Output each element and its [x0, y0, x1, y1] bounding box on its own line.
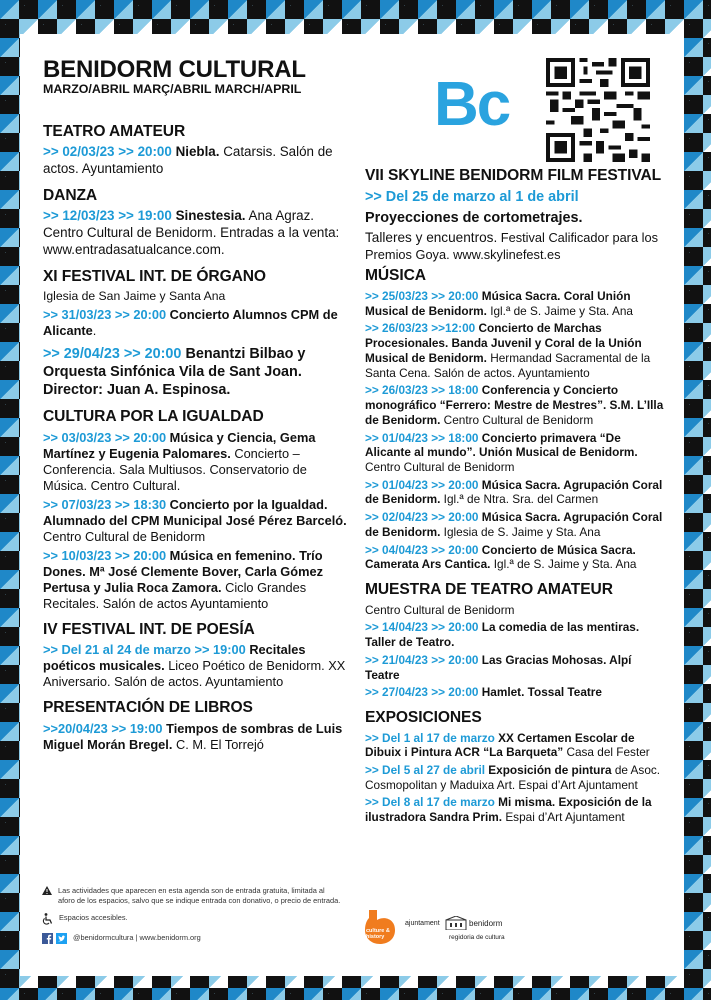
event-date: >> 31/03/23 >> 20:00 [43, 307, 167, 323]
event-title: Música Sacra. Agrupación Coral de Benidorm. [365, 510, 663, 539]
event-item [43, 144, 349, 178]
event-desc: Liceo Poético de Benidorm. XX Aniversario. Salón de actos. Ayuntamiento [43, 658, 346, 690]
event-date: >> 27/04/23 >> 20:00 [365, 685, 479, 700]
event-title: Conferencia y Concierto monográfico “Ferrero: Mestre de Mestres”. S.M. L’Illa de Benidorm. [365, 383, 664, 427]
event-item [365, 620, 665, 649]
event-date: >> 07/03/23 >> 18:30 [43, 496, 167, 512]
event-desc: Festival Calificador para los Premios Goya. www.skylinefest.es [365, 230, 658, 263]
footer-social-text[interactable]: @benidormcultura | www.benidorm.org [73, 933, 201, 943]
event-desc: Iglesia de S. Jaime y Sta. Ana [443, 524, 601, 539]
page-title: BENIDORM CULTURAL [43, 56, 306, 83]
facebook-icon[interactable] [42, 933, 53, 944]
event-title: Exposición de pintura [488, 763, 612, 777]
event-title: Concierto primavera “De Alicante al mundo”. Unión Musical de Benidorm. [365, 430, 638, 460]
event-date: >> Del 1 al 17 de marzo [365, 730, 495, 745]
event-title: Concierto Alumnos CPM de Alicante [43, 307, 338, 339]
event-title: Música en femenino. Trío Dones. Mª José Clemente Bover, Carla Gómez Pertusa y Julia Roca Zamora. [43, 547, 323, 595]
event-item [365, 731, 665, 760]
event-item [365, 510, 665, 539]
event-desc: Casa del Fester [566, 745, 650, 760]
footer-social [42, 933, 342, 944]
event-title: Música y Ciencia, Gema Martínez y Eugenia Palomares. [43, 429, 316, 461]
section-heading: PRESENTACIÓN DE LIBROS [43, 699, 253, 717]
event-desc: Igl.ª de S. Jaime y Sta. Ana [490, 303, 633, 318]
event-item [43, 307, 349, 339]
event-title: Sinestesia. [175, 208, 246, 224]
event-desc: C. M. El Torrejó [175, 736, 264, 752]
event-date: >> 25/03/23 >> 20:00 [365, 288, 479, 303]
event-date: >> Del 21 al 24 de marzo >> 19:00 [43, 642, 246, 658]
event-title: Recitales poéticos musicales. [43, 642, 306, 674]
event-item [43, 721, 349, 753]
event-date: >> 26/03/23 >> 18:00 [365, 383, 479, 398]
event-desc: Catarsis. Salón de actos. Ayuntamiento [43, 144, 333, 177]
benidorm-text: benidorm [469, 919, 503, 928]
event-title: La comedia de las mentiras. Taller de Teatro. [365, 620, 640, 650]
event-item [365, 478, 665, 507]
event-item [365, 685, 665, 700]
event-title: Música Sacra. Agrupación Coral de Benidorm. [365, 477, 663, 507]
event-desc: Hermandad Sacramental de la Santa Cena. Salón de actos. Ayuntamiento [365, 350, 651, 380]
event-item [365, 230, 665, 263]
event-desc: . [92, 323, 97, 339]
event-date: >> 04/04/23 >> 20:00 [365, 542, 479, 557]
event-date: >> 03/03/23 >> 20:00 [43, 429, 167, 445]
regidoria-text: regidoria de cultura [449, 934, 505, 941]
event-date: >> 21/04/23 >> 20:00 [365, 652, 479, 667]
event-item [365, 431, 665, 475]
section-heading: MÚSICA [365, 267, 426, 285]
section-heading: TEATRO AMATEUR [43, 123, 186, 140]
qr-code[interactable] [546, 58, 650, 162]
event-item [365, 763, 665, 792]
sponsor-logos [365, 910, 665, 950]
event-date: >> 02/03/23 >> 20:00 [43, 144, 172, 160]
twitter-icon[interactable] [56, 933, 67, 944]
building-icon [445, 916, 467, 930]
right-column [365, 166, 665, 828]
poster-panel [20, 34, 684, 976]
event-date: >> 12/03/23 >> 19:00 [43, 208, 172, 224]
section-heading: EXPOSICIONES [365, 709, 482, 727]
event-desc: Igl.ª de S. Jaime y Sta. Ana [493, 557, 637, 572]
event-date: >> Del 8 al 17 de marzo [365, 795, 495, 810]
ajuntament-text: ajuntament [405, 920, 440, 927]
event-desc: Espai d’Art Ajuntament [505, 810, 625, 825]
event-item [365, 795, 665, 824]
venue-line: Iglesia de San Jaime y Santa Ana [43, 289, 226, 304]
event-date: >>20/04/23 >> 19:00 [43, 720, 163, 736]
film-line2: Talleres y encuentros. [365, 230, 498, 246]
event-title: Benantzi Bilbao y Orquesta Sinfónica Vila de Sant Joan. Director: Juan A. Espinosa. [43, 346, 306, 399]
section-heading: MUESTRA DE TEATRO AMATEUR [365, 581, 613, 599]
event-item [43, 497, 349, 545]
event-date [365, 188, 665, 206]
event-item [43, 208, 349, 258]
event-date: >> 01/04/23 >> 18:00 [365, 430, 479, 445]
section-heading: VII SKYLINE BENIDORM FILM FESTIVAL [365, 167, 662, 184]
culture-history-logo [365, 910, 395, 944]
footer-note [42, 886, 342, 907]
wheelchair-icon [42, 913, 53, 925]
footer-note-text: Las actividades que aparecen en esta agenda son de entrada gratuita, limitada al aforo de los espacios, salvo que se indique entrada con donativo, o precio de entrada. [58, 886, 341, 906]
event-date: >> 02/04/23 >> 20:00 [365, 510, 479, 525]
event-title: Música Sacra. Coral Unión Musical de Benidorm. [365, 288, 631, 318]
footer-access [42, 913, 342, 925]
section-heading: DANZA [43, 186, 98, 204]
section-heading: XI FESTIVAL INT. DE ÓRGANO [43, 267, 266, 285]
event-title: Mi misma. Exposición de la ilustradora Sandra Prim. [365, 795, 652, 825]
event-desc: Centro Cultural de Benidorm [365, 460, 515, 475]
film-line1: Proyecciones de cortometrajes. [365, 210, 583, 227]
venue-line: Centro Cultural de Benidorm [365, 602, 515, 617]
event-title: Las Gracias Mohosas. Alpí Teatre [365, 652, 632, 682]
footer [42, 886, 342, 950]
film-dates: >> Del 25 de marzo al 1 de abril [365, 189, 579, 206]
section-heading: IV FESTIVAL INT. DE POESÍA [43, 620, 255, 638]
event-date: >> 26/03/23 >>12:00 [365, 321, 476, 336]
bc-logo: Bc [434, 70, 510, 139]
event-desc: Ciclo Grandes Recitales. Salón de actos Ayuntamiento [43, 579, 307, 611]
event-item [43, 642, 349, 690]
event-item [43, 548, 349, 612]
culture-history-text: culture & history [366, 928, 390, 940]
event-date: >> 10/03/23 >> 20:00 [43, 547, 167, 563]
event-item [365, 543, 665, 572]
event-desc: de Asoc. Cosmopolitan y Maduixa Art. Espai d’Art Ajuntament [365, 763, 661, 792]
page-subtitle: MARZO/ABRIL MARÇ/ABRIL MARCH/APRIL [43, 82, 302, 96]
event-title: Concierto por la Igualdad. Alumnado del CPM Municipal José Pérez Barceló. [43, 496, 347, 528]
event-desc: Igl.ª de Ntra. Sra. del Carmen [443, 492, 599, 507]
event-date: >> 01/04/23 >> 20:00 [365, 477, 479, 492]
event-date: >> Del 5 al 27 de abril [365, 763, 486, 777]
event-title: Tiempos de sombras de Luis Miguel Morán Bregel. [43, 720, 343, 752]
event-desc: Concierto – Conferencia. Sala Multiusos. Conservatorio de Música. Centro Cultural. [43, 445, 307, 493]
event-title: Hamlet. Tossal Teatre [481, 685, 602, 700]
event-item [365, 321, 665, 380]
event-item [43, 345, 349, 399]
event-title: Concierto de Marchas Procesionales. Banda Juvenil y Coral de la Unión Musical de Benidorm. [365, 321, 642, 365]
event-date: >> 29/04/23 >> 20:00 [43, 346, 182, 363]
warning-icon [42, 886, 52, 895]
event-item [365, 289, 665, 318]
event-item [365, 653, 665, 682]
event-title: XX Certamen Escolar de Dibuix i Pintura ACR “La Barqueta” [365, 730, 635, 760]
event-date: >> 14/04/23 >> 20:00 [365, 620, 479, 635]
event-desc: Centro Cultural de Benidorm [443, 412, 594, 427]
section-heading: CULTURA POR LA IGUALDAD [43, 408, 264, 426]
footer-access-text: Espacios accesibles. [59, 912, 128, 922]
event-title: Niebla. [175, 144, 220, 160]
event-item [43, 430, 349, 494]
event-desc: Ana Agraz. Centro Cultural de Benidorm. Entradas a la venta: www.entradasatualcance.com. [43, 208, 340, 257]
left-column [43, 122, 349, 756]
event-title: Concierto de Música Sacra. Camerata Ars Cantica. [365, 542, 636, 572]
event-item [365, 383, 665, 427]
event-desc: Centro Cultural de Benidorm [43, 528, 206, 544]
